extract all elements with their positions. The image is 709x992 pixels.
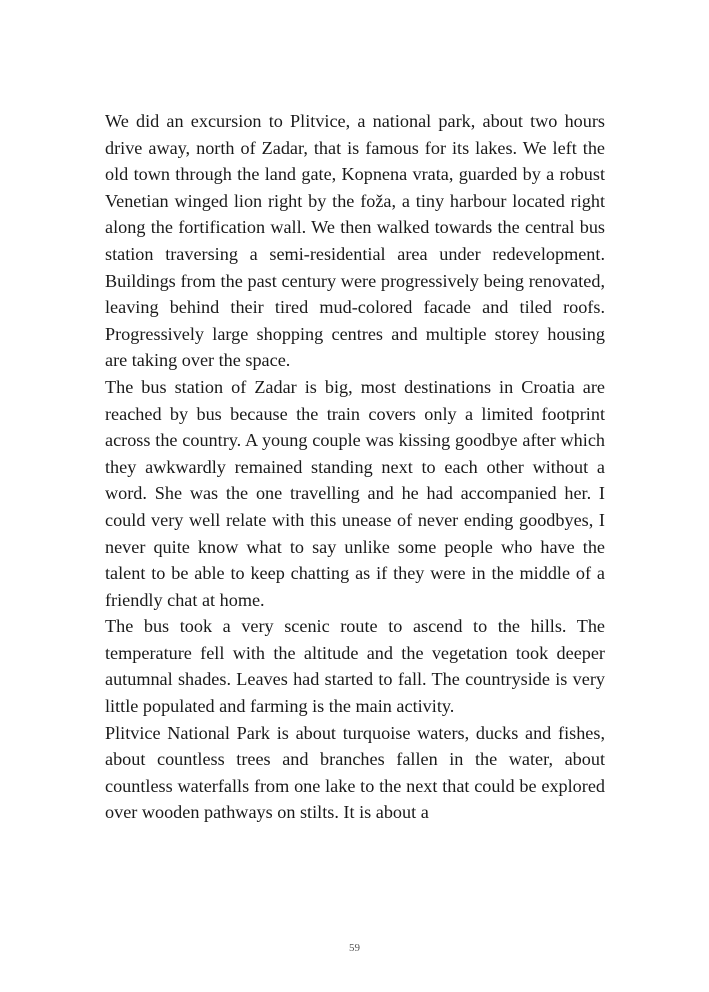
page-number: 59 [349, 942, 360, 954]
paragraph-bus-station: The bus station of Zadar is big, most destinations in Croatia are reached by bus because the train covers only a limited footprint across the country. A young couple was kissing goodbye after which they awkwardly remained standing next to each other without a word. She was the one travelling and he had accompanied her. I could very well relate with this unease of never ending goodbyes, I never quite know what to say unlike some people who have the talent to be able to keep chatting as if they were in the middle of a friendly chat at home. [105, 376, 605, 610]
paragraph-excursion: We did an excursion to Plitvice, a national park, about two hours drive away, north of Zadar, that is famous for its lakes. We left the old town through the land gate, Kopnena vrata, guarded by a robust Venetian winged lion right by the foža, a tiny harbour located right along the fortification wall. We then walked towards the central bus station traversing a semi-residential area under redevelopment. Buildings from the past century were progressively being renovated, leaving behind their tired mud-colored facade and tiled roofs. Progressively large shopping centres and multiple storey housing are taking over the space. [105, 111, 605, 371]
paragraph-scenic-route: The bus took a very scenic route to ascend to the hills. The temperature fell with the altitude and the vegetation took deeper autumnal shades. Leaves had started to fall. The countryside is very little populated and farming is the main activity. [105, 616, 605, 717]
paragraph-plitvice-park: Plitvice National Park is about turquoise waters, ducks and fishes, about countless trees and branches fallen in the water, about countless waterfalls from one lake to the next that could be explored over wooden pathways on stilts. It is about a [105, 722, 605, 823]
body-text [105, 108, 605, 826]
